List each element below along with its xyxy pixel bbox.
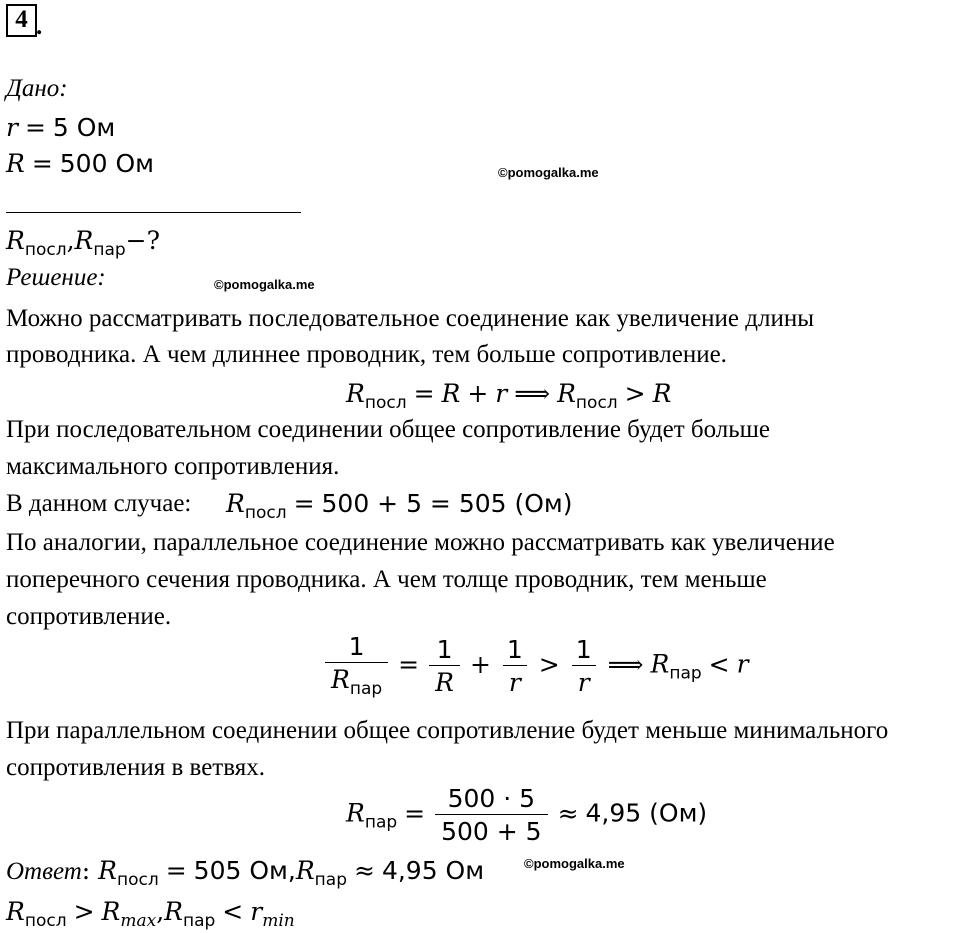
answer-line: Ответ: $R_{посл} = 505$ $Ом,R_{пар} \approx 4,95$ Ом <box>6 856 485 890</box>
watermark-2: ©pomogalka.me <box>214 277 315 292</box>
paragraph-1-line-1: Можно рассматривать последовательное соединение как увеличение длины <box>6 305 815 332</box>
formula-series-calc: $R_{посл} = 500 + 5 = 505$ (Ом) <box>226 489 573 523</box>
fraction-1-over-Rpar: $\frac{1}{R_{пар}}$ <box>325 634 388 698</box>
watermark-1: ©pomogalka.me <box>498 165 599 180</box>
paragraph-2-line-1: При последовательном соединении общее сопротивление будет больше <box>6 416 770 443</box>
paragraph-2-line-2: максимального сопротивления. <box>6 453 340 480</box>
paragraph-4-line-2: поперечного сечения проводника. А чем толще проводник, тем меньше <box>6 566 767 593</box>
paragraph-1-line-2: проводника. А чем длиннее проводник, тем больше сопротивление. <box>6 341 727 368</box>
given-label: Дано: <box>6 75 68 102</box>
paragraph-5-line-1: При параллельном соединении общее сопротивление будет меньше минимального <box>6 717 889 744</box>
formula-parallel-calc: $R_{пар}$ = $\frac{500 \cdot 5}{500 + 5}$ ≈ 4,95 (Ом) <box>346 784 708 846</box>
paragraph-3-prefix: В данном случае: <box>6 490 192 517</box>
fraction-parallel: $\frac{500 \cdot 5}{500 + 5}$ <box>435 786 547 844</box>
solution-label: Решение: <box>6 264 106 291</box>
paragraph-5-line-2: сопротивления в ветвях. <box>6 754 265 781</box>
paragraph-4-line-1: По аналогии, параллельное соединение можно рассматривать как увеличение <box>6 529 835 556</box>
formula-parallel: $\frac{1}{R_{пар}}$ = $\frac{1}{R}$ + $\frac{1}{r}$ > $\frac{1}{r}$ ⟹ $R_{пар} < r$ <box>322 634 749 698</box>
given-divider <box>6 212 301 213</box>
given-r: r = 5 Ом <box>6 113 116 142</box>
formula-series: $R_{посл} = R + r$ ⟹ $R_{посл} > R$ <box>346 379 672 413</box>
fraction-1-over-R: $\frac{1}{R}$ <box>429 637 460 695</box>
given-R: R = 500 Ом <box>6 149 154 178</box>
unknown-line: $R_{посл},R_{пар}-$? <box>6 226 161 260</box>
fraction-1-over-r: $\frac{1}{r}$ <box>501 637 529 695</box>
watermark-3: ©pomogalka.me <box>524 856 625 871</box>
answer-inequalities: $R_{посл} > R_{max},R_{пар} < r_{min}$ <box>6 897 295 931</box>
fraction-1-over-r-2: $\frac{1}{r}$ <box>570 637 598 695</box>
problem-number-dot: . <box>36 13 43 40</box>
paragraph-4-line-3: сопротивление. <box>6 603 172 630</box>
problem-number: 4 <box>6 4 37 37</box>
